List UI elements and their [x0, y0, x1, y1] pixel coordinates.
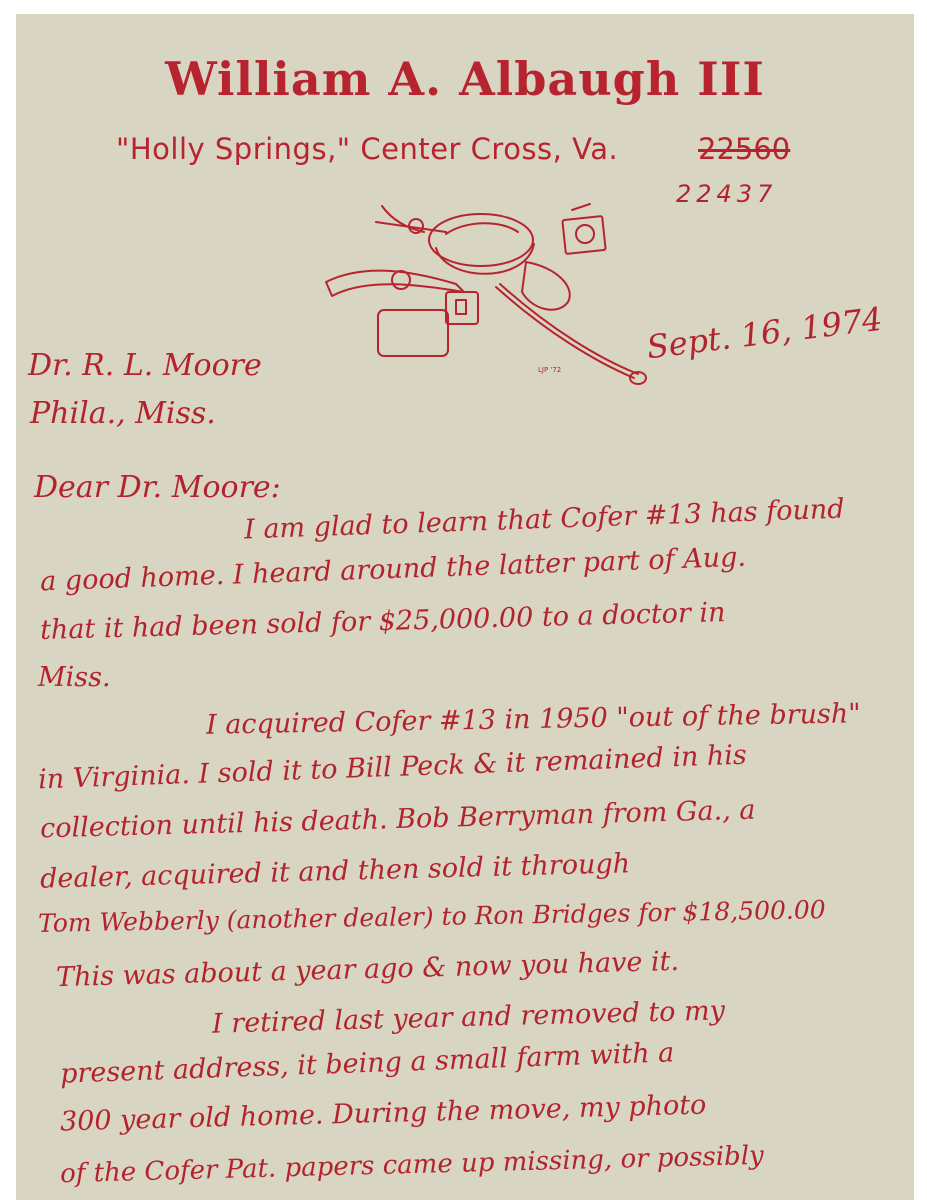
- body-line-2: a good home. I heard around the latter part of Aug.: [39, 541, 747, 598]
- salutation: Dear Dr. Moore:: [34, 470, 281, 505]
- body-line-5: I acquired Cofer #13 in 1950 "out of the brush": [205, 698, 861, 741]
- body-line-4: Miss.: [38, 662, 111, 693]
- body-line-6: in Virginia. I sold it to Bill Peck & it remained in his: [37, 739, 748, 796]
- letterhead-name: William A. Albaugh III: [165, 52, 765, 106]
- recipient-line-2: Phila., Miss.: [30, 396, 216, 431]
- letter-date: Sept. 16, 1974: [644, 299, 885, 367]
- letterhead-zip-struck: 22560: [698, 132, 791, 166]
- emblem-artist-credit: LJP '72: [538, 366, 562, 374]
- body-line-7: collection until his death. Bob Berryman from Ga., a: [39, 794, 756, 845]
- body-line-13: 300 year old home. During the move, my photo: [59, 1089, 707, 1138]
- body-line-8: dealer, acquired it and then sold it through: [39, 848, 631, 895]
- body-line-10: This was about a year ago & now you have it.: [55, 945, 680, 994]
- letterhead-address: "Holly Springs," Center Cross, Va.: [116, 132, 619, 166]
- recipient-line-1: Dr. R. L. Moore: [28, 348, 262, 383]
- civil-war-gear-emblem: [296, 192, 656, 392]
- body-line-14: of the Cofer Pat. papers came up missing, or possibly: [59, 1140, 765, 1190]
- handwritten-new-zip: 22437: [676, 180, 778, 208]
- letter-page: [16, 14, 914, 1200]
- body-line-12: present address, it being a small farm with a: [59, 1037, 675, 1090]
- body-line-1: I am glad to learn that Cofer #13 has found: [243, 493, 845, 546]
- body-line-3: that it had been sold for $25,000.00 to a doctor in: [39, 597, 726, 646]
- body-line-11: I retired last year and removed to my: [211, 995, 726, 1040]
- body-line-9: Tom Webberly (another dealer) to Ron Bridges for $18,500.00: [37, 895, 826, 938]
